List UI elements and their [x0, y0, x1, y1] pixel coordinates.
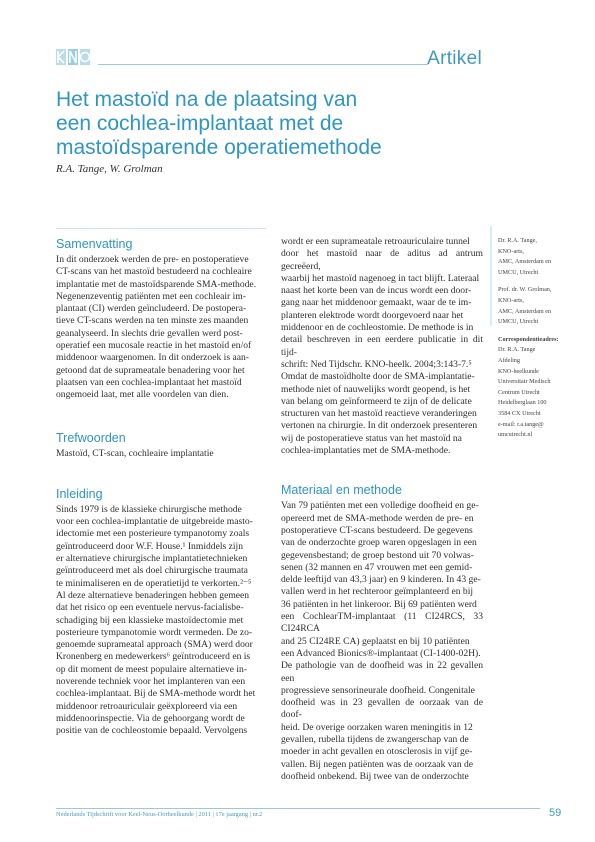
text-line: doofheid onbekend. Bij twee van de onderzochte	[281, 770, 469, 782]
text-line: vallen. Bij negen patiënten was de oorzaak van de	[281, 758, 474, 770]
footer-rule	[56, 808, 540, 809]
affiliation-line: UMCU, Utrecht	[498, 268, 539, 276]
title-line: mastoïdsparende operatiemethode	[56, 136, 382, 159]
text-line: wij de postoperatieve status van het mastoïd na	[281, 432, 462, 444]
text-line: noverende techniek voor het implanteren van een	[56, 676, 246, 688]
text-line: opereerd met de SMA-methode werden de pre- en	[281, 512, 474, 524]
text-line: postoperatieve CT-scans bestudeerd. De gegevens	[281, 524, 473, 536]
header-rule	[98, 64, 428, 65]
abstract-body	[56, 254, 266, 402]
text-line: plantaat (CI) werden geïncludeerd. De postopera-	[56, 303, 247, 315]
text-line: progressieve sensorineurale doofheid. Congenitale	[281, 684, 475, 696]
text-line: gevallen, rubella tijdens de zwangerschap van de	[281, 733, 469, 745]
text-line: vertonen na chirurgie. In dit onderzoek presenteren	[281, 420, 478, 432]
text-line: waarbij het mastoïd nagenoeg in tact blijft. Lateraal	[281, 272, 480, 284]
text-line: and 25 CI24RE CA) geplaatst en bij 10 patiënten	[281, 635, 470, 647]
author-affiliation	[498, 236, 560, 278]
correspondence-heading: Correspondentieadres:	[498, 335, 559, 343]
text-line: De pathologie van de doofheid was in 22 gevallen een	[281, 660, 483, 684]
methods-heading: Materiaal en methode	[281, 483, 402, 498]
text-line: structuren van het mastoïd reactieve veranderingen	[281, 408, 477, 420]
text-line: 36 patiënten in het linkeroor. Bij 69 patiënten werd	[281, 598, 477, 610]
text-line: middenoorinspectie. Via de gehoorgang wordt de	[56, 712, 245, 724]
keywords-heading: Trefwoorden	[56, 430, 126, 445]
correspondence-block	[498, 335, 560, 441]
text-line: gang naar het middenoor gemaakt, waar de te im-	[281, 297, 472, 309]
text-line: Omdat de mastoïdholte door de SMA-implantatie-	[281, 371, 475, 383]
correspondence-line: Afdeling	[498, 356, 520, 364]
intro-body	[56, 504, 266, 738]
intro-heading: Inleiding	[56, 486, 103, 501]
correspondence-line: Dr. R.A. Tange	[498, 346, 536, 354]
text-line: dat het risico op een eventuele nervus-facialisbe-	[56, 602, 244, 614]
author-sidebar	[498, 236, 560, 448]
text-line: door het mastoïd naar de aditus ad antrum gecreëerd,	[281, 248, 483, 272]
affiliation-line: AMC, Amsterdam en	[498, 258, 552, 266]
text-line: op dit moment de meest populaire alternatieve in-	[56, 663, 248, 675]
text-line: heid. De overige oorzaken waren meningitis in 12	[281, 721, 473, 733]
text-line: cochlea-implantaat. Bij de SMA-methode wordt het	[56, 688, 256, 700]
text-line: Negenenzeventig patiënten met een cochleair im-	[56, 290, 246, 302]
text-line: operatief een mucosale reactie in het mastoïd en/of	[56, 340, 252, 352]
affiliation-line: KNO-arts,	[498, 296, 524, 304]
text-line: moeder in acht gevallen en otosclerosis in vijf ge-	[281, 746, 473, 758]
text-line: CT-scans van het mastoïd bestudeerd na cochleaire	[56, 266, 252, 278]
text-line: schrift: Ned Tijdschr. KNO-heelk. 2004;3:143-7.⁵	[281, 358, 472, 370]
affiliation-line: Prof. dr. W. Grolman,	[498, 286, 552, 294]
title-line: een cochlea-implantaat met de	[56, 112, 344, 135]
abstract-top-rule	[56, 228, 266, 229]
journal-logo	[56, 48, 92, 66]
intro-continued	[281, 236, 483, 457]
sidebar-accent	[490, 226, 492, 326]
text-line: middenoor retroauriculair geëxploreerd via een	[56, 700, 238, 712]
text-line: een CochlearTM-implantaat (11 CI24RCS, 33 CI24RCA	[281, 611, 483, 635]
text-line: tieve CT-scans werden na ten minste zes maanden	[56, 315, 249, 327]
text-line: senen (32 mannen en 47 vrouwen met een gemid-	[281, 561, 473, 573]
text-line: geïntroduceerd met als doel chirurgische traumata	[56, 565, 248, 577]
correspondence-line: Universitair Medisch	[498, 378, 551, 386]
author-affiliation	[498, 285, 560, 327]
correspondence-line: Centrum Utrecht	[498, 388, 540, 396]
text-line: geïntroduceerd door W.F. House.¹ Inmiddels zijn	[56, 540, 244, 552]
text-line: methode niet of nauwelijks wordt geopend, is het	[281, 383, 471, 395]
text-line: middenoor waargenomen. In dit onderzoek is aan-	[56, 352, 249, 364]
article-title	[56, 88, 486, 160]
left-column	[56, 236, 266, 738]
abstract-heading: Samenvatting	[56, 237, 133, 251]
text-line: geanalyseerd. In slechts drie gevallen werd post-	[56, 327, 243, 339]
text-line: naast het korte been van de incus wordt een door-	[281, 285, 472, 297]
text-line: delde leeftijd van 43,3 jaar) en 9 kinderen. In 43 ge-	[281, 574, 481, 586]
text-line: van belang om geïnformeerd te zijn of de delicate	[281, 395, 472, 407]
affiliation-line: UMCU, Utrecht	[498, 318, 539, 326]
text-line: gegevensbestand; de groep bestond uit 70 volwas-	[281, 549, 474, 561]
text-line: genoemde suprameatal approach (SMA) werd door	[56, 639, 253, 651]
page-number: 59	[549, 807, 562, 819]
affiliation-line: KNO-arts,	[498, 247, 524, 255]
text-line: voor een cochlea-implantatie de uitgebreide masto-	[56, 516, 253, 528]
text-line: implantatie met de mastoïdsparende SMA-methode.	[56, 278, 257, 290]
text-line: cochlea-implantaties met de SMA-methode.	[281, 445, 451, 457]
text-line: vallen werd in het rechteroor geïmplanteerd en bij	[281, 586, 474, 598]
middle-column	[281, 236, 483, 783]
text-line: planteren elektrode wordt doorgevoerd naar het	[281, 309, 464, 321]
journal-footer: Nederlands Tijdschrift voor Keel-Neus-Oorheelkunde | 2011 | 17e jaargang | nr.2	[56, 811, 263, 818]
email-link[interactable]: e-mail: r.a.tange@	[498, 420, 544, 428]
text-line: een Advanced Bionics®-implantaat (CI-1400-02H).	[281, 647, 481, 659]
text-line: middenoor en de cochleostomie. De methode is in	[281, 322, 474, 334]
text-line: Kronenberg en medewerkers⁶ geïntroduceerd en is	[56, 651, 251, 663]
text-line: Van 79 patiënten met een volledige doofheid en ge-	[281, 500, 479, 512]
text-line: Sinds 1979 is de klassieke chirurgische methode	[56, 503, 242, 515]
text-line: idectomie met een posterieure tympanotomy zoals	[56, 528, 250, 540]
email-link[interactable]: umcutrecht.nl	[498, 431, 533, 439]
text-line: doofheid was in 23 gevallen de oorzaak van de doof-	[281, 697, 483, 721]
text-line: ongemoeid laat, met alle voordelen van dien.	[56, 389, 229, 401]
text-line: posterieure tympanotomie wordt vermeden. De zo-	[56, 626, 253, 638]
text-line: te minimaliseren en de operatietijd te verkorten.²⁻⁵	[56, 577, 252, 589]
text-line: plaatsen van een cochlea-implantaat het mastoïd	[56, 376, 242, 388]
text-line: er alternatieve chirurgische implantatietechnieken	[56, 553, 248, 565]
affiliation-line: Dr. R.A. Tange,	[498, 237, 537, 244]
affiliation-line: AMC, Amsterdam en	[498, 307, 552, 315]
authors: R.A. Tange, W. Grolman	[56, 163, 163, 175]
correspondence-line: Heidelberglaan 100	[498, 399, 547, 407]
section-label: Artikel	[427, 48, 482, 69]
title-line: Het mastoïd na de plaatsing van	[56, 88, 358, 111]
text-line: In dit onderzoek werden de pre- en postoperatieve	[56, 254, 249, 265]
text-line: wordt er een suprameatale retroauriculaire tunnel	[281, 236, 470, 247]
text-line: getoond dat de suprameatale benadering voor het	[56, 364, 245, 376]
correspondence-line: KNO-heelkunde	[498, 367, 539, 375]
text-line: van de onderzochte groep waren opgeslagen in een	[281, 537, 477, 549]
methods-body	[281, 500, 483, 783]
text-line: positie van de cochleostomie bepaald. Vervolgens	[56, 725, 248, 737]
keywords-text: Mastoïd, CT-scan, cochleaire implantatie	[56, 447, 214, 459]
text-line: detail beschreven in een eerdere publicatie in dit tijd-	[281, 334, 483, 358]
text-line: schadiging bij een klassieke mastoïdectomie met	[56, 614, 244, 626]
correspondence-line: 3584 CX Utrecht	[498, 409, 541, 417]
text-line: Al deze alternatieve benaderingen hebben gemeen	[56, 589, 250, 601]
